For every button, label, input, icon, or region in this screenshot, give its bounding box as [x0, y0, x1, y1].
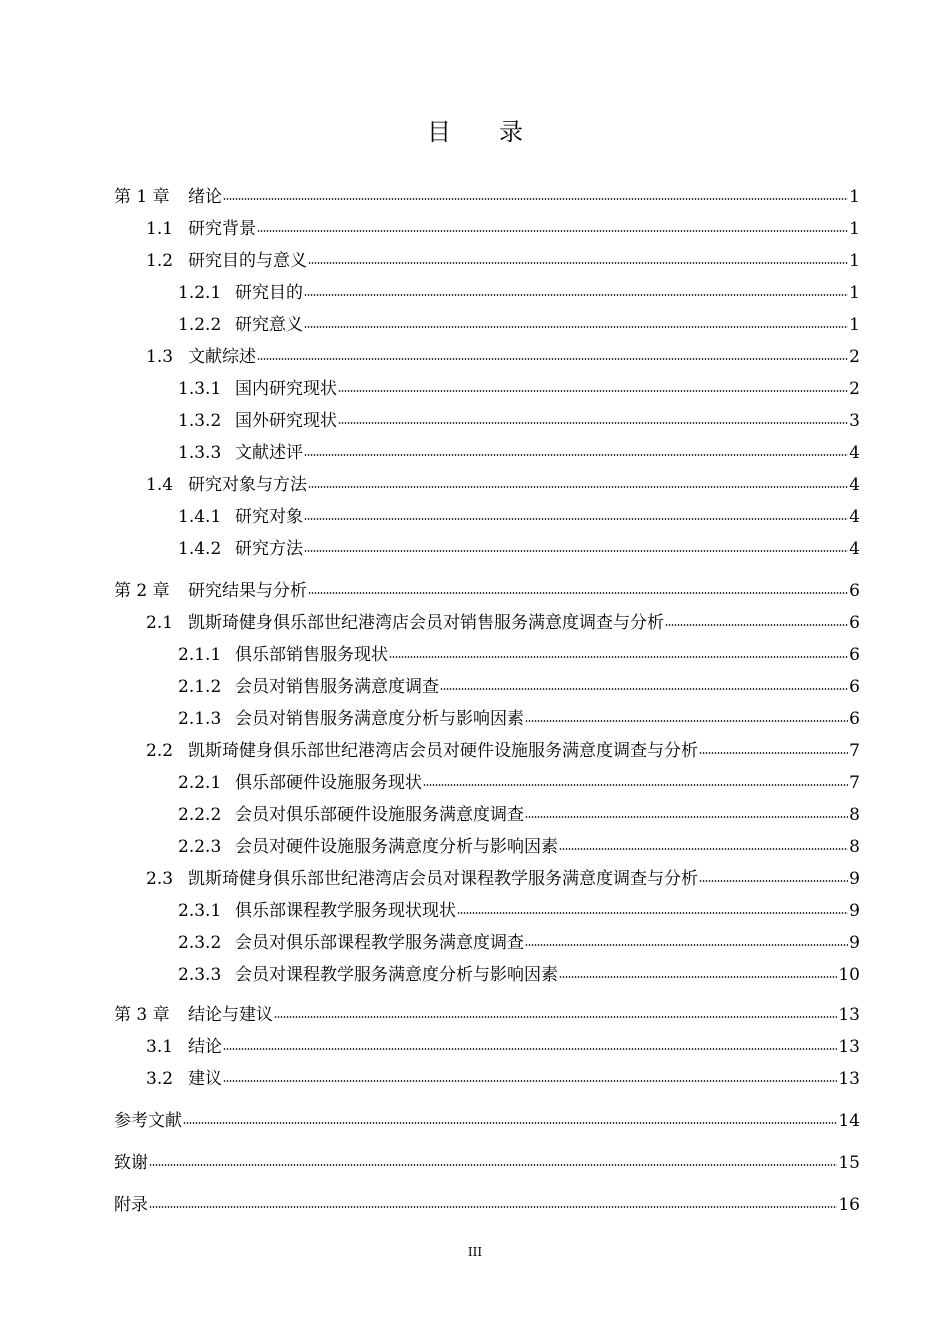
toc-entry-title: 国内研究现状 — [235, 379, 337, 399]
toc-entry-title: 俱乐部销售服务现状 — [235, 645, 388, 665]
toc-entry-title: 会员对销售服务满意度调查 — [235, 677, 439, 697]
toc-entry-page: 4 — [849, 475, 860, 495]
toc-entry-number: 1.1 — [146, 219, 174, 239]
toc-dot-leader — [149, 1206, 837, 1208]
toc-entry-number: 2.2.3 — [178, 837, 222, 857]
toc-entry-title: 建议 — [188, 1069, 222, 1089]
toc-entry-title: 研究结果与分析 — [188, 581, 307, 601]
toc-dot-leader — [308, 486, 848, 488]
toc-entry-title: 结论与建议 — [188, 1005, 273, 1025]
toc-entry[interactable] — [114, 1000, 860, 1024]
toc-entry-page: 14 — [838, 1111, 860, 1131]
toc-entry-title: 文献述评 — [235, 443, 303, 463]
toc-entry[interactable] — [178, 896, 860, 920]
toc-dot-leader — [559, 976, 837, 978]
toc-dot-leader — [304, 294, 848, 296]
toc-entry-number: 3.1 — [146, 1037, 174, 1057]
toc-entry-page: 6 — [849, 645, 860, 665]
toc-dot-leader — [699, 752, 848, 754]
toc-entry-title: 凯斯琦健身俱乐部世纪港湾店会员对课程教学服务满意度调查与分析 — [188, 869, 698, 889]
toc-entry-number: 1.4.1 — [178, 507, 222, 527]
toc-entry-page: 1 — [849, 251, 860, 271]
toc-entry[interactable] — [178, 310, 860, 334]
toc-dot-leader — [525, 720, 848, 722]
toc-entry-title: 附录 — [114, 1195, 148, 1215]
toc-entry-page: 16 — [838, 1195, 860, 1215]
page-title-char: 录 — [499, 118, 523, 146]
toc-entry-number: 2.2.2 — [178, 805, 222, 825]
toc-entry-page: 9 — [849, 869, 860, 889]
toc-entry-number: 2.3.2 — [178, 933, 222, 953]
toc-entry-page: 10 — [838, 965, 860, 985]
toc-entry-title: 会员对俱乐部课程教学服务满意度调查 — [235, 933, 524, 953]
toc-entry-number: 1.2.2 — [178, 315, 222, 335]
toc-entry[interactable] — [146, 342, 860, 366]
toc-entry[interactable] — [178, 800, 860, 824]
toc-entry-page: 15 — [838, 1153, 860, 1173]
toc-entry[interactable] — [114, 1148, 860, 1172]
toc-entry-title: 俱乐部硬件设施服务现状 — [235, 773, 422, 793]
toc-entry-number: 2.3.3 — [178, 965, 222, 985]
toc-entry-number: 2.1.3 — [178, 709, 222, 729]
toc-dot-leader — [223, 198, 848, 200]
toc-entry[interactable] — [178, 374, 860, 398]
toc-entry[interactable] — [114, 576, 860, 600]
toc-entry-title: 研究对象与方法 — [188, 475, 307, 495]
toc-entry[interactable] — [114, 1190, 860, 1214]
toc-dot-leader — [665, 624, 848, 626]
toc-entry-title: 结论 — [188, 1037, 222, 1057]
toc-entry-title: 研究意义 — [235, 315, 303, 335]
toc-entry-title: 研究对象 — [235, 507, 303, 527]
toc-entry[interactable] — [146, 608, 860, 632]
toc-dot-leader — [183, 1122, 837, 1124]
toc-entry-number: 2.1 — [146, 613, 174, 633]
toc-entry-number: 1.2.1 — [178, 283, 222, 303]
toc-entry[interactable] — [178, 928, 860, 952]
toc-dot-leader — [304, 454, 848, 456]
toc-dot-leader — [149, 1164, 837, 1166]
toc-entry-page: 2 — [849, 347, 860, 367]
toc-entry-title: 研究方法 — [235, 539, 303, 559]
toc-entry[interactable] — [178, 960, 860, 984]
toc-entry-number: 1.3.1 — [178, 379, 222, 399]
toc-entry-title: 俱乐部课程教学服务现状现状 — [235, 901, 456, 921]
toc-dot-leader — [699, 880, 848, 882]
toc-entry-number: 1.4 — [146, 475, 174, 495]
toc-entry-title: 研究目的与意义 — [188, 251, 307, 271]
toc-entry-number: 第 1 章 — [114, 187, 170, 207]
toc-entry-page: 9 — [849, 901, 860, 921]
toc-entry-title: 国外研究现状 — [235, 411, 337, 431]
toc-dot-leader — [559, 848, 848, 850]
toc-entry[interactable] — [178, 640, 860, 664]
toc-entry-number: 第 3 章 — [114, 1005, 170, 1025]
toc-dot-leader — [457, 912, 848, 914]
page-number-footer: III — [467, 1245, 483, 1259]
toc-entry-number: 1.3.2 — [178, 411, 222, 431]
toc-dot-leader — [257, 358, 848, 360]
toc-dot-leader — [304, 518, 848, 520]
toc-entry-number: 1.4.2 — [178, 539, 222, 559]
toc-dot-leader — [423, 784, 848, 786]
toc-entry-number: 2.1.2 — [178, 677, 222, 697]
toc-entry-title: 致谢 — [114, 1153, 148, 1173]
toc-entry[interactable] — [114, 1106, 860, 1130]
toc-dot-leader — [223, 1080, 837, 1082]
toc-entry-page: 3 — [849, 411, 860, 431]
toc-dot-leader — [389, 656, 848, 658]
toc-entry-page: 1 — [849, 187, 860, 207]
toc-entry-title: 研究目的 — [235, 283, 303, 303]
toc-entry[interactable] — [178, 672, 860, 696]
toc-entry-page: 8 — [849, 837, 860, 857]
toc-dot-leader — [338, 422, 848, 424]
toc-entry[interactable] — [178, 438, 860, 462]
toc-entry[interactable] — [146, 470, 860, 494]
toc-entry-title: 会员对课程教学服务满意度分析与影响因素 — [235, 965, 558, 985]
page-title-char: 目 — [427, 118, 451, 146]
toc-entry-number: 2.3.1 — [178, 901, 222, 921]
toc-entry-title: 凯斯琦健身俱乐部世纪港湾店会员对销售服务满意度调查与分析 — [188, 613, 664, 633]
toc-entry[interactable] — [178, 832, 860, 856]
toc-entry-page: 1 — [849, 219, 860, 239]
toc-entry-number: 2.1.1 — [178, 645, 222, 665]
toc-dot-leader — [257, 230, 848, 232]
toc-entry[interactable] — [178, 406, 860, 430]
toc-entry-page: 6 — [849, 581, 860, 601]
toc-entry[interactable] — [178, 704, 860, 728]
toc-dot-leader — [525, 944, 848, 946]
toc-entry-page: 13 — [838, 1005, 860, 1025]
toc-entry-title: 绪论 — [188, 187, 222, 207]
page-title — [0, 112, 950, 147]
toc-entry-number: 2.3 — [146, 869, 174, 889]
toc-entry-number: 1.3.3 — [178, 443, 222, 463]
toc-entry[interactable] — [178, 534, 860, 558]
toc-dot-leader — [274, 1016, 837, 1018]
toc-entry-page: 4 — [849, 507, 860, 527]
toc-dot-leader — [304, 326, 848, 328]
toc-entry-page: 13 — [838, 1037, 860, 1057]
toc-entry-page: 4 — [849, 539, 860, 559]
toc-entry[interactable] — [178, 768, 860, 792]
toc-dot-leader — [440, 688, 848, 690]
toc-entry-number: 1.3 — [146, 347, 174, 367]
toc-entry-page: 6 — [849, 709, 860, 729]
toc-entry-title: 凯斯琦健身俱乐部世纪港湾店会员对硬件设施服务满意度调查与分析 — [188, 741, 698, 761]
toc-entry-number: 1.2 — [146, 251, 174, 271]
toc-entry[interactable] — [146, 864, 860, 888]
toc-dot-leader — [304, 550, 848, 552]
toc-entry-title: 会员对俱乐部硬件设施服务满意度调查 — [235, 805, 524, 825]
toc-entry-page: 4 — [849, 443, 860, 463]
toc-entry-page: 1 — [849, 315, 860, 335]
toc-entry-page: 13 — [838, 1069, 860, 1089]
toc-dot-leader — [308, 592, 848, 594]
toc-entry-page: 7 — [849, 773, 860, 793]
toc-entry[interactable] — [178, 502, 860, 526]
toc-entry-number: 第 2 章 — [114, 581, 170, 601]
toc-entry-number: 2.2.1 — [178, 773, 222, 793]
toc-entry-page: 6 — [849, 677, 860, 697]
toc-entry[interactable] — [146, 1032, 860, 1056]
toc-entry[interactable] — [178, 278, 860, 302]
toc-entry-title: 会员对硬件设施服务满意度分析与影响因素 — [235, 837, 558, 857]
toc-entry[interactable] — [146, 246, 860, 270]
toc-dot-leader — [525, 816, 848, 818]
toc-entry-page: 8 — [849, 805, 860, 825]
toc-entry-number: 2.2 — [146, 741, 174, 761]
toc-entry-page: 9 — [849, 933, 860, 953]
toc-entry-page: 2 — [849, 379, 860, 399]
toc-entry-page: 7 — [849, 741, 860, 761]
toc-entry[interactable] — [114, 182, 860, 206]
toc-entry-page: 6 — [849, 613, 860, 633]
toc-entry-title: 参考文献 — [114, 1111, 182, 1131]
toc-entry-title: 会员对销售服务满意度分析与影响因素 — [235, 709, 524, 729]
toc-entry[interactable] — [146, 736, 860, 760]
toc-entry-number: 3.2 — [146, 1069, 174, 1089]
toc-entry-page: 1 — [849, 283, 860, 303]
toc-entry-title: 文献综述 — [188, 347, 256, 367]
toc-entry-title: 研究背景 — [188, 219, 256, 239]
toc-entry[interactable] — [146, 1064, 860, 1088]
toc-entry[interactable] — [146, 214, 860, 238]
toc-dot-leader — [308, 262, 848, 264]
toc-dot-leader — [223, 1048, 837, 1050]
toc-dot-leader — [338, 390, 848, 392]
